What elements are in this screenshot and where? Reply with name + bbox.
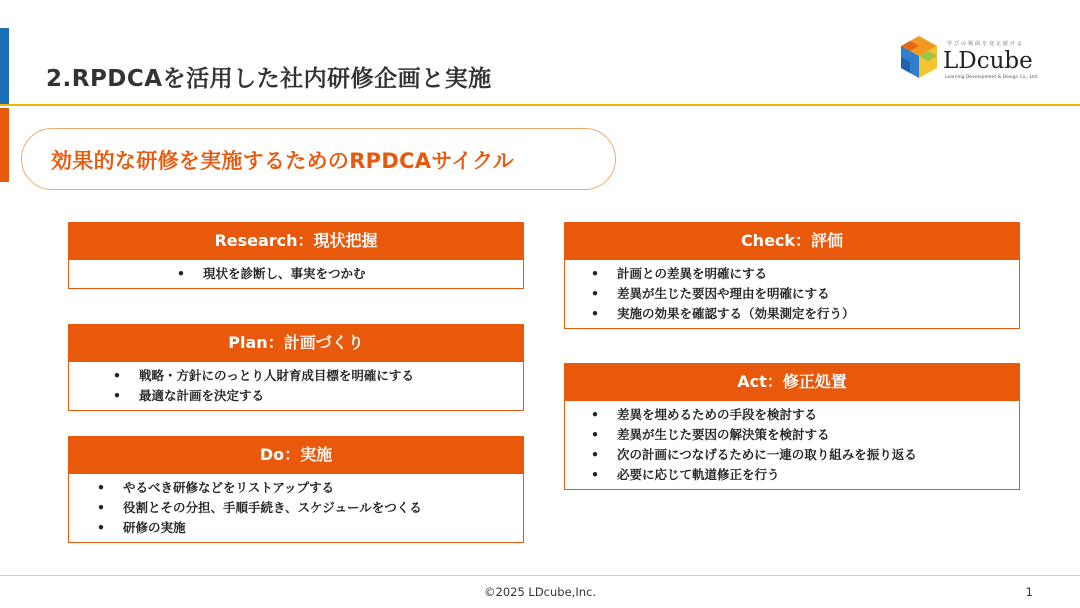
cube-logo-icon (897, 34, 941, 84)
list-item-text: やるべき研修などをリストアップする (123, 480, 335, 495)
bullet: • (591, 286, 599, 301)
research-box-body (68, 260, 524, 289)
list-item (591, 284, 1019, 304)
list-item (591, 264, 1019, 284)
act-box-body (564, 401, 1020, 490)
page-number: 1 (1025, 585, 1033, 599)
list-item (97, 498, 523, 518)
list-item-text: 計画との差異を明確にする (617, 266, 768, 281)
research-box (68, 222, 524, 289)
list-item (97, 478, 523, 498)
list-item-text: 研修の実施 (123, 520, 186, 535)
list-item-text: 次の計画につなげるために一連の取り組みを振り返る (617, 447, 917, 462)
plan-box-body (68, 362, 524, 411)
bullet: • (113, 388, 121, 403)
footer-divider (0, 575, 1080, 576)
act-box (564, 363, 1020, 490)
act-box-title: Act：修正処置 (564, 363, 1020, 401)
list-item (591, 445, 1019, 465)
list-item-text: 役割とその分担、手順手続き、スケジュールをつくる (123, 500, 422, 515)
footer-copyright: ©2025 LDcube,Inc. (484, 585, 596, 599)
do-box-body (68, 474, 524, 543)
accent-bar-blue (0, 28, 9, 104)
title-divider (0, 104, 1080, 106)
list-item (591, 405, 1019, 425)
list-item (177, 264, 523, 284)
list-item-text: 実施の効果を確認する（効果測定を行う） (617, 306, 855, 321)
list-item (113, 386, 523, 406)
do-box-title: Do：実施 (68, 436, 524, 474)
check-box (564, 222, 1020, 329)
list-item-text: 最適な計画を決定する (139, 388, 265, 403)
list-item-text: 戦略・方針にのっとり人財育成目標を明確にする (139, 368, 414, 383)
list-item (113, 366, 523, 386)
list-item-text: 差異を埋めるための手段を検討する (617, 407, 818, 422)
list-item-text: 差異が生じた要因の解決策を検討する (617, 427, 830, 442)
list-item (591, 304, 1019, 324)
bullet: • (97, 480, 105, 495)
ldcube-logo (897, 34, 1037, 84)
bullet: • (97, 520, 105, 535)
section-heading: 効果的な研修を実施するためのRPDCAサイクル (51, 149, 515, 173)
list-item-text: 差異が生じた要因や理由を明確にする (617, 286, 830, 301)
bullet: • (591, 266, 599, 281)
bullet: • (591, 306, 599, 321)
accent-bar-orange (0, 108, 9, 182)
bullet: • (591, 407, 599, 422)
research-box-title: Research：現状把握 (68, 222, 524, 260)
section-heading-pill (21, 128, 616, 190)
plan-box (68, 324, 524, 411)
list-item (591, 465, 1019, 485)
logo-wordmark: LDcube (943, 48, 1033, 74)
bullet: • (591, 447, 599, 462)
check-box-body (564, 260, 1020, 329)
list-item-text: 必要に応じて軌道修正を行う (617, 467, 780, 482)
logo-tagline: 学びの場面を変え続ける (947, 41, 1025, 47)
bullet: • (591, 427, 599, 442)
check-box-title: Check：評価 (564, 222, 1020, 260)
bullet: • (113, 368, 121, 383)
list-item (97, 518, 523, 538)
do-box (68, 436, 524, 543)
list-item (591, 425, 1019, 445)
logo-subtitle: Learning Development & Design Co., Ltd. (945, 75, 1039, 80)
page-title: 2.RPDCAを活用した社内研修企画と実施 (46, 66, 492, 92)
list-item-text: 現状を診断し、事実をつかむ (203, 266, 366, 281)
bullet: • (591, 467, 599, 482)
bullet: • (177, 266, 185, 281)
bullet: • (97, 500, 105, 515)
plan-box-title: Plan：計画づくり (68, 324, 524, 362)
